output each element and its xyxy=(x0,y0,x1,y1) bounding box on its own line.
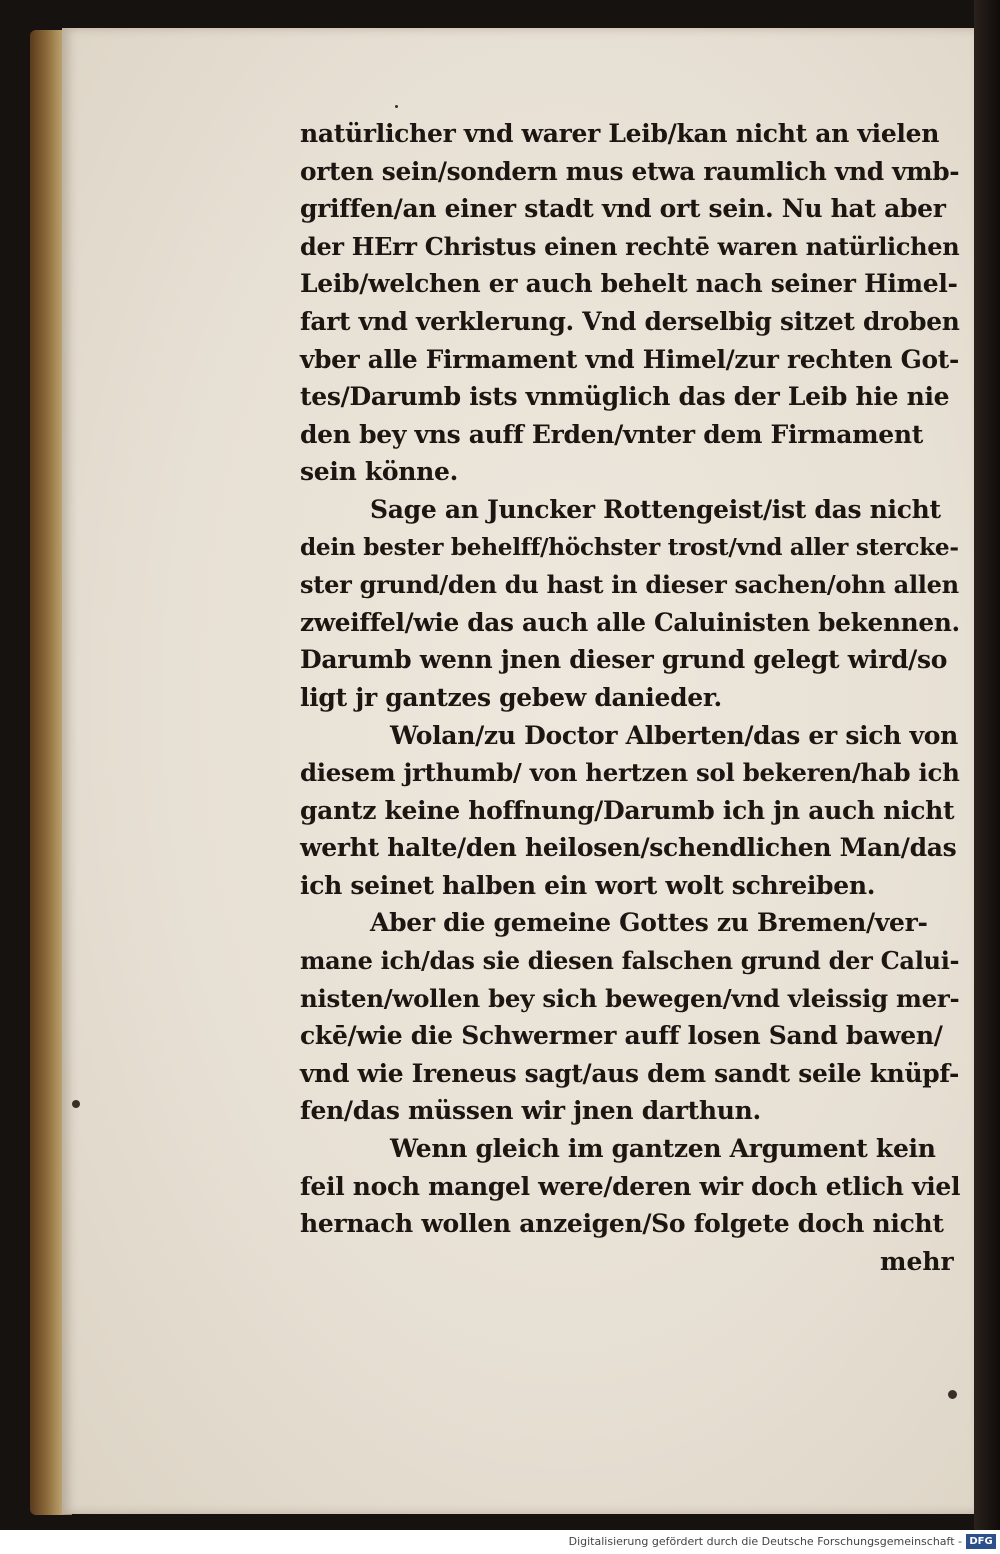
text-line: ckē/wie die Schwermer auff losen Sand bawen/ xyxy=(300,1021,943,1051)
catchword: mehr xyxy=(880,1247,954,1276)
text-line: werht halte/den heilosen/schendlichen Man/das xyxy=(300,833,957,863)
text-line: vber alle Firmament vnd Himel/zur rechten Got- xyxy=(300,344,959,374)
text-line: gantz keine hoffnung/Darumb ich jn auch nicht xyxy=(300,795,955,825)
text-line: tes/Darumb ists vnmüglich das der Leib hie nie xyxy=(300,382,950,412)
text-line: griffen/an einer stadt vnd ort sein. Nu hat aber xyxy=(300,194,946,224)
text-line: zweiffel/wie das auch alle Caluinisten bekennen. xyxy=(300,607,960,637)
text-line: den bey vns auff Erden/vnter dem Firmament xyxy=(300,419,923,449)
text-line: ligt jr gantzes gebew danieder. xyxy=(300,682,722,712)
footer-bar xyxy=(0,1530,1000,1554)
text-line: nisten/wollen bey sich bewegen/vnd vleissig mer- xyxy=(300,983,960,1013)
footer-credit: Digitalisierung gefördert durch die Deutsche Forschungsgemeinschaft - xyxy=(568,1535,962,1548)
ink-speck xyxy=(948,1390,957,1399)
text-line: Leib/welchen er auch behelt nach seiner Himel- xyxy=(300,269,958,299)
text-line: Darumb wenn jnen dieser grund gelegt wird/so xyxy=(300,645,948,675)
text-line: feil noch mangel were/deren wir doch etlich viel xyxy=(300,1171,961,1201)
text-line: hernach wollen anzeigen/So folgete doch nicht xyxy=(300,1209,944,1239)
text-line: dein bester behelff/höchster trost/vnd aller stercke- xyxy=(300,533,959,561)
ink-speck xyxy=(395,105,398,108)
text-line: der HErr Christus einen rechtē waren natürlichen xyxy=(300,231,960,261)
ink-speck xyxy=(72,1100,80,1108)
text-line: fart vnd verklerung. Vnd derselbig sitzet droben xyxy=(300,306,960,336)
text-line: natürlicher vnd warer Leib/kan nicht an vielen xyxy=(300,119,940,148)
text-line: sein könne. xyxy=(300,457,459,487)
book-right-edge xyxy=(974,0,1000,1530)
text-line: ich seinet halben ein wort wolt schreiben. xyxy=(300,870,876,900)
text-line: Wenn gleich im gantzen Argument kein xyxy=(390,1134,936,1164)
dfg-logo: DFG xyxy=(966,1534,996,1549)
text-line: mane ich/das sie diesen falschen grund der Calui- xyxy=(300,946,960,976)
text-line: orten sein/sondern mus etwa raumlich vnd vmb- xyxy=(300,156,960,186)
text-line: diesem jrthumb/ von hertzen sol bekeren/hab ich xyxy=(300,758,960,788)
text-line: ster grund/den du hast in dieser sachen/ohn allen xyxy=(300,570,959,600)
page-text xyxy=(300,115,960,1243)
text-line: Sage an Juncker Rottengeist/ist das nicht xyxy=(370,494,941,524)
text-line: vnd wie Ireneus sagt/aus dem sandt seile knüpf- xyxy=(300,1058,959,1088)
text-line: fen/das müssen wir jnen darthun. xyxy=(300,1096,761,1126)
text-line: Aber die gemeine Gottes zu Bremen/ver- xyxy=(370,908,928,938)
text-line: Wolan/zu Doctor Alberten/das er sich von xyxy=(390,720,958,750)
